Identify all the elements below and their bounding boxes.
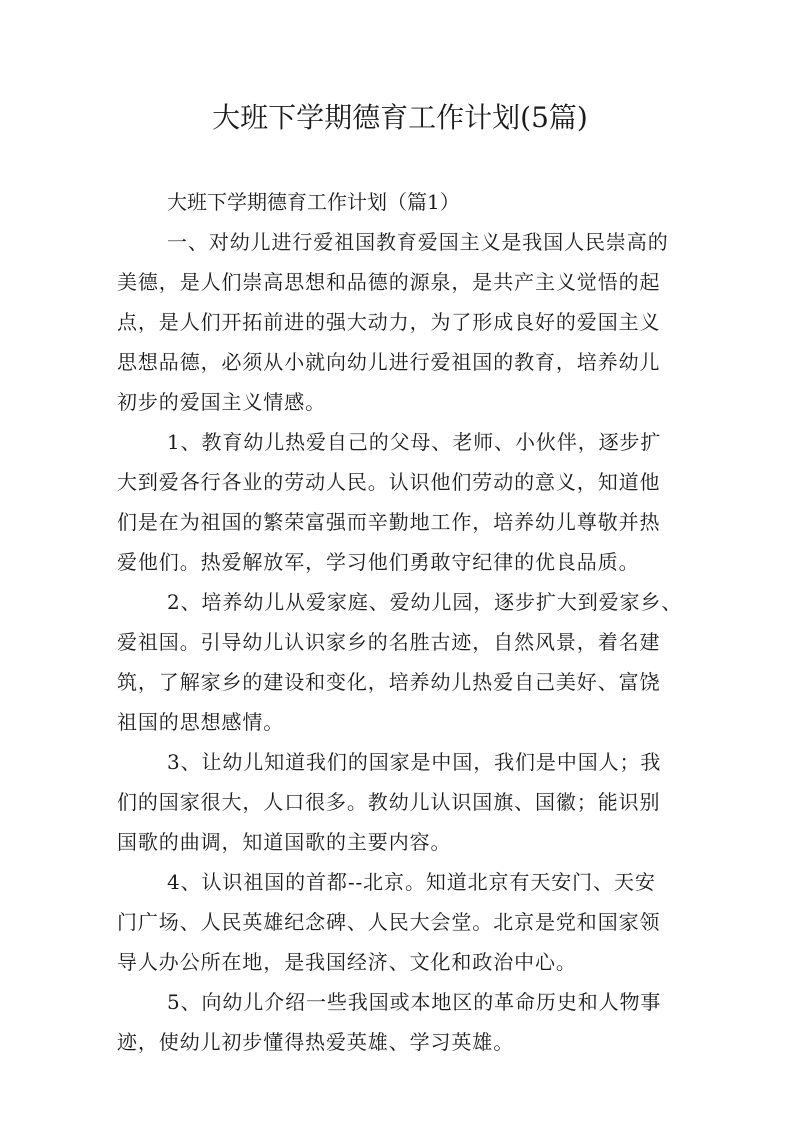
paragraph-line: 美德，是人们崇高思想和品德的源泉，是共产主义觉悟的起 [117,270,661,294]
paragraph-5 [117,862,687,982]
paragraph-3 [117,582,687,742]
paragraph-line: 大到爱各行各业的劳动人民。认识他们劳动的意义，知道他 [117,470,661,494]
paragraph-4 [117,742,687,862]
paragraph-2 [117,422,687,582]
paragraph-line: 们的国家很大，人口很多。教幼儿认识国旗、国徽；能识别 [117,790,661,814]
page-title: 大班下学期德育工作计划(5篇) [212,101,588,134]
paragraph-line: 爱他们。热爱解放军，学习他们勇敢守纪律的优良品质。 [117,550,640,574]
paragraph-line: 筑，了解家乡的建设和变化，培养幼儿热爱自己美好、富饶 [117,670,661,694]
paragraph-line: 迹，使幼儿初步懂得热爱英雄、学习英雄。 [117,1030,515,1054]
paragraph-line: 1、教育幼儿热爱自己的父母、老师、小伙伴，逐步扩 [167,430,662,454]
section-heading: 大班下学期德育工作计划（篇1） [167,190,460,214]
paragraph-line: 国歌的曲调，知道国歌的主要内容。 [117,830,452,854]
paragraph-1 [117,222,687,422]
paragraph-line: 们是在为祖国的繁荣富强而辛勤地工作，培养幼儿尊敬并热 [117,510,661,534]
paragraph-line: 点，是人们开拓前进的强大动力，为了形成良好的爱国主义 [117,310,661,334]
paragraph-line: 思想品德，必须从小就向幼儿进行爱祖国的教育，培养幼儿 [117,350,661,374]
paragraph-line: 初步的爱国主义情感。 [117,390,326,414]
paragraph-line: 4、认识祖国的首都--北京。知道北京有天安门、天安 [167,870,656,894]
paragraph-line: 导人办公所在地，是我国经济、文化和政治中心。 [117,950,577,974]
paragraph-6 [117,982,687,1062]
paragraph-line: 爱祖国。引导幼儿认识家乡的名胜古迹，自然风景，着名建 [117,630,661,654]
paragraph-line: 2、培养幼儿从爱家庭、爱幼儿园，逐步扩大到爱家乡、 [167,590,683,614]
paragraph-line: 一、对幼儿进行爱祖国教育爱国主义是我国人民崇高的 [167,230,669,254]
paragraph-line: 5、向幼儿介绍一些我国或本地区的革命历史和人物事 [167,990,662,1014]
paragraph-line: 祖国的思想感情。 [117,710,285,734]
paragraph-line: 3、让幼儿知道我们的国家是中国，我们是中国人；我 [167,750,662,774]
paragraph-list [117,222,687,1062]
document-body [117,182,687,1062]
paragraph-line: 门广场、人民英雄纪念碑、人民大会堂。北京是党和国家领 [117,910,661,934]
